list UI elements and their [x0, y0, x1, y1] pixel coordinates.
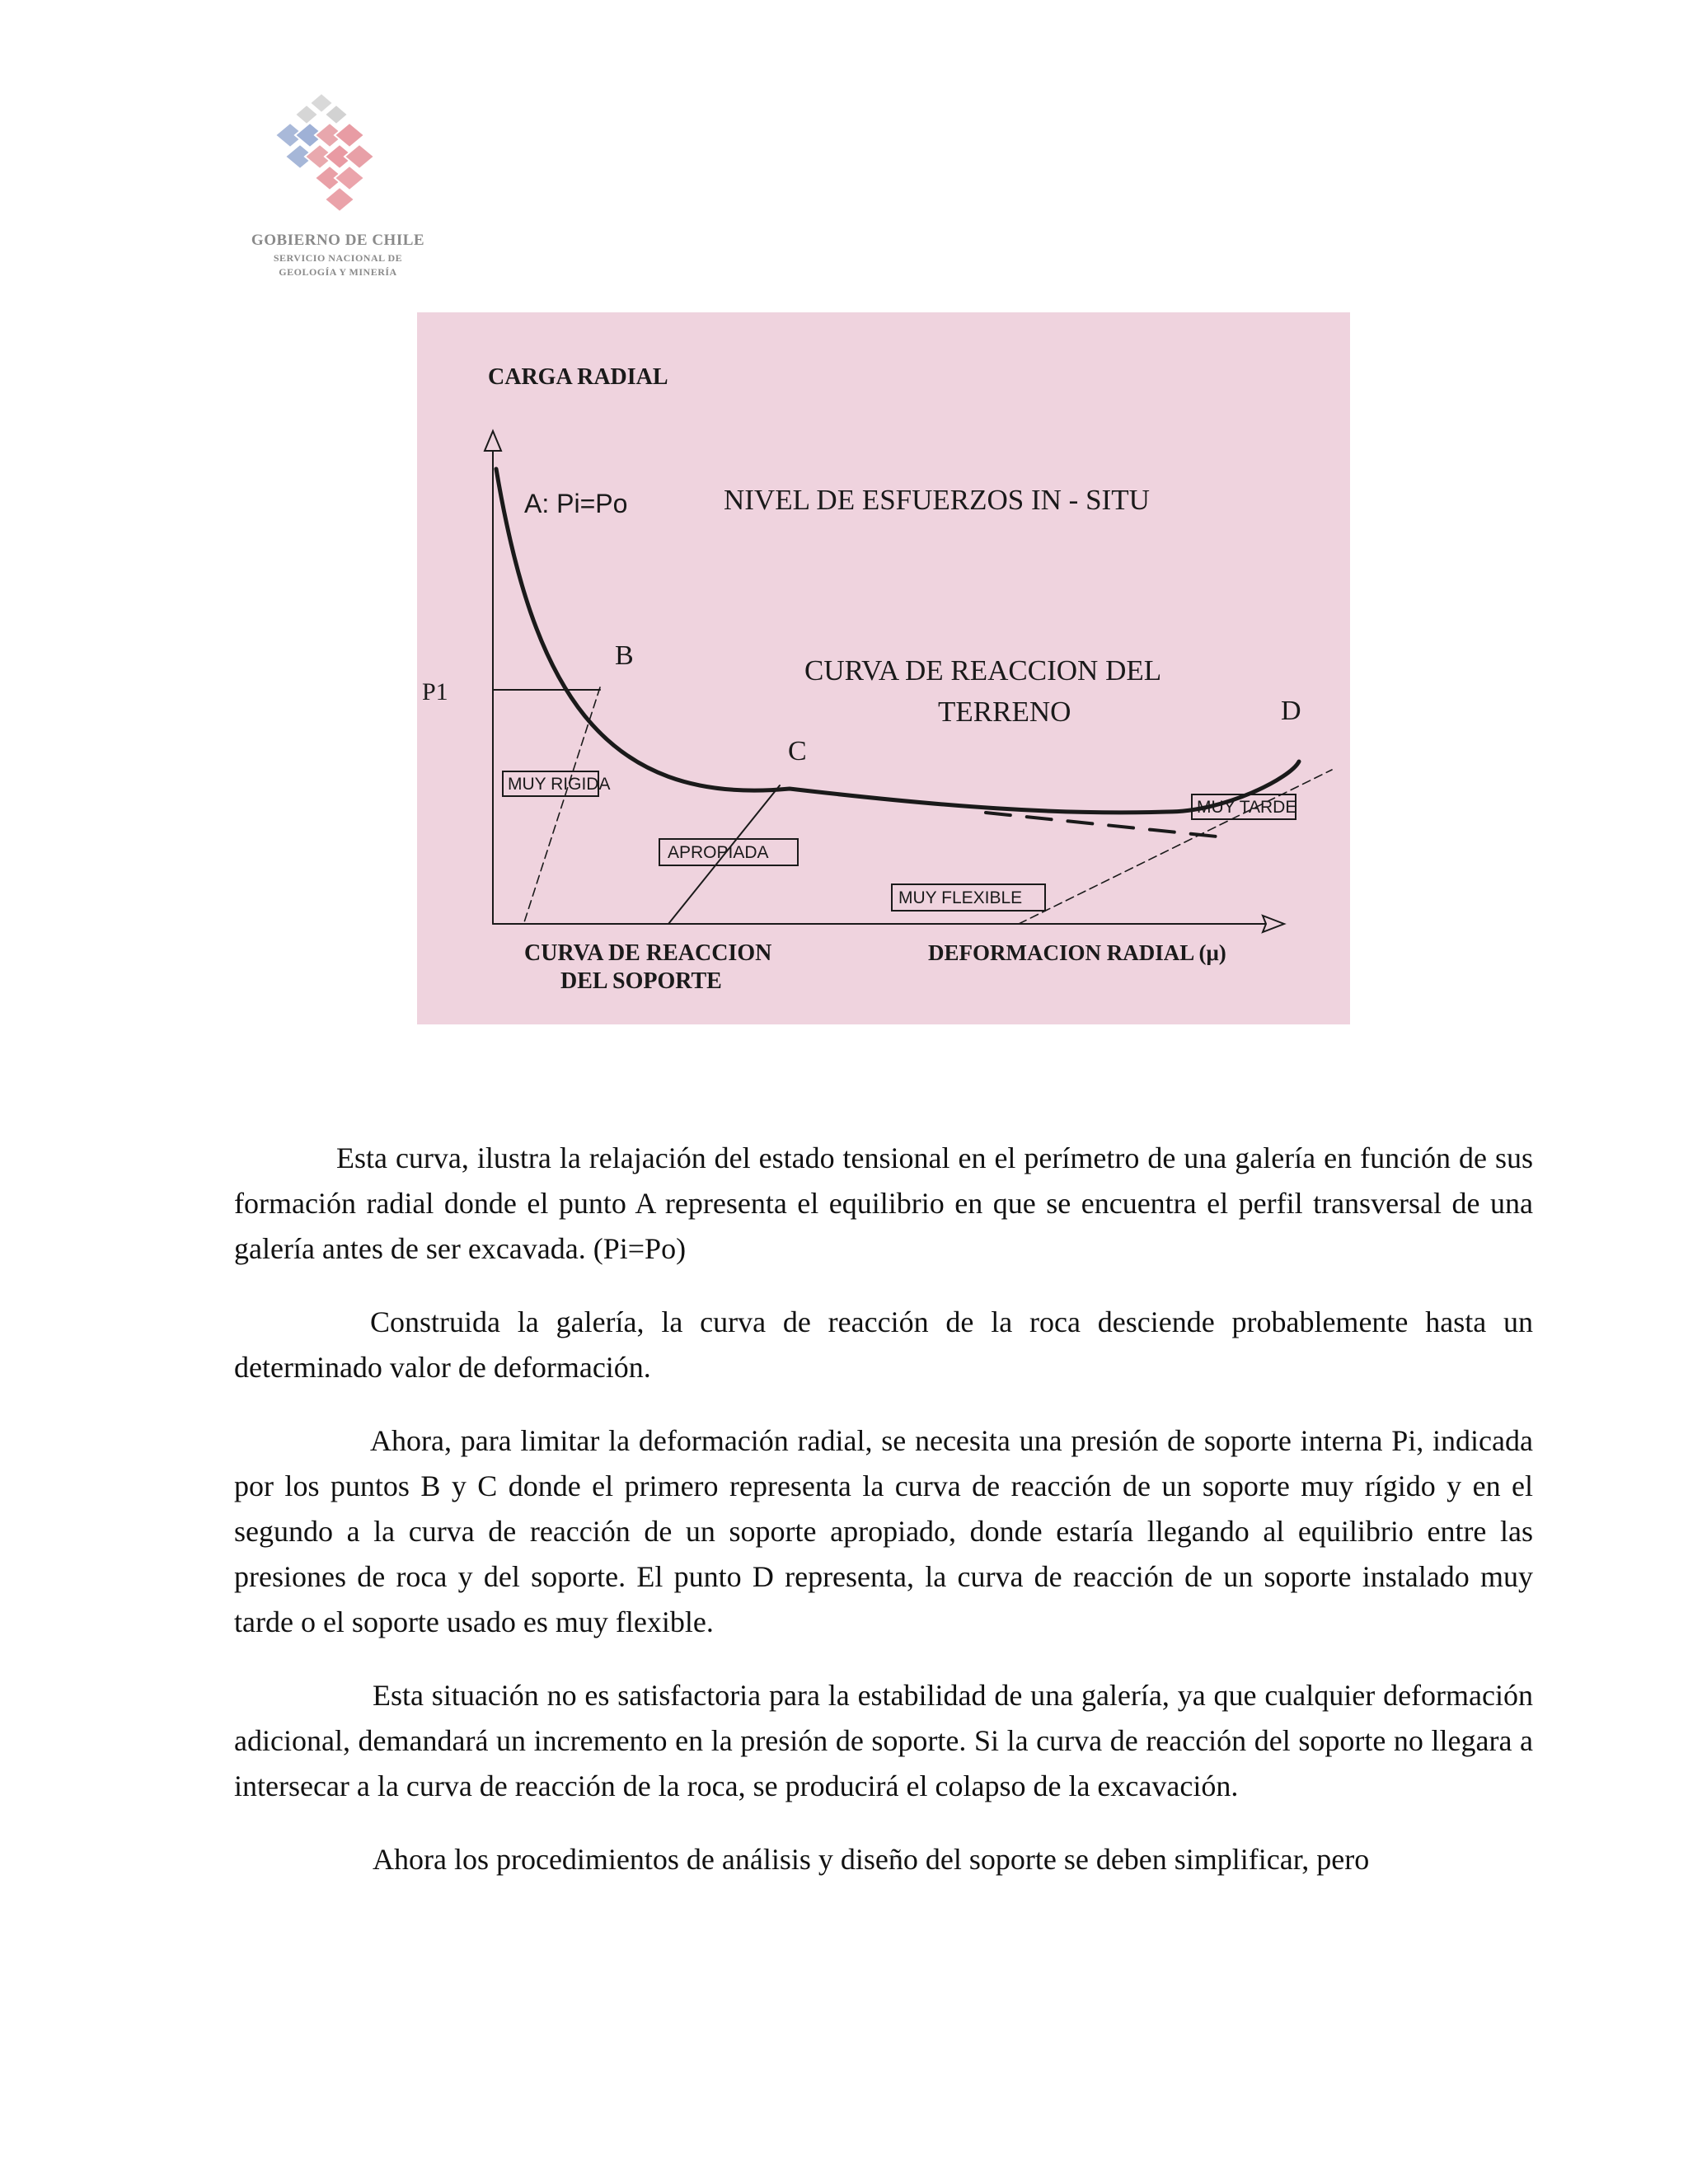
paragraph-3: Ahora, para limitar la deformación radial, se necesita una presión de soporte interna Pi, indicada por los puntos B y C donde el primero representa la curva de reacción de un soporte muy rígido y en el segundo a la curva de reacción de un soporte apropiado, donde estaría llegando al equilibrio entre las presiones de roca y del soporte. El punto D representa, la curva de reacción de un soporte instalado muy tarde o el soporte usado es muy flexible.	[234, 1424, 1533, 1638]
support-curve-label-line1: CURVA DE REACCION	[524, 940, 772, 966]
in-situ-label: NIVEL DE ESFUERZOS IN - SITU	[724, 484, 1150, 516]
paragraph-5: Ahora los procedimientos de análisis y diseño del soporte se deben simplificar, pero	[373, 1843, 1370, 1876]
point-a-label: A: Pi=Po	[524, 489, 628, 518]
paragraph-2: Construida la galería, la curva de reacción de la roca desciende probablemente hasta un determinado valor de deformación.	[234, 1305, 1533, 1384]
government-logo	[231, 87, 445, 284]
x-axis-arrowhead	[1263, 916, 1284, 932]
body-text	[234, 1136, 1533, 1910]
reaction-curve-figure	[417, 312, 1350, 1024]
y-axis-label: CARGA RADIAL	[488, 364, 668, 390]
x-axis-label: DEFORMACION RADIAL (μ)	[928, 940, 1226, 965]
ground-curve-label-line1: CURVA DE REACCION DEL	[804, 654, 1162, 687]
reaction-curve-diagram	[417, 312, 1350, 1024]
logo-emblem-icon	[264, 87, 412, 227]
logo-subtitle-line2: GEOLOGÍA Y MINERÍA	[279, 266, 397, 278]
muy-tarde-label: MUY TARDE	[1197, 798, 1297, 817]
p1-label: P1	[422, 678, 448, 705]
y-axis-arrowhead	[485, 431, 501, 451]
paragraph-4: Esta situación no es satisfactoria para la estabilidad de una galería, ya que cualquier deformación adicional, demandará un incremento en la presión de soporte. Si la curva de reacción del soporte no llegara a intersecar a la curva de reacción de la roca, se producirá el colapso de la excavación.	[234, 1679, 1533, 1802]
muy-flexible-label: MUY FLEXIBLE	[898, 888, 1023, 907]
ground-curve-dashed-extension	[986, 813, 1225, 837]
point-c-label: C	[788, 736, 807, 766]
muy-rigida-label: MUY RIGIDA	[508, 775, 611, 794]
ground-curve-label-line2: TERRENO	[938, 696, 1071, 728]
point-d-label: D	[1281, 696, 1301, 726]
apropiada-label: APROPIADA	[668, 843, 769, 862]
logo-title: GOBIERNO DE CHILE	[251, 232, 425, 249]
paragraph-1: Esta curva, ilustra la relajación del estado tensional en el perímetro de una galería en función de sus formación radial donde el punto A representa el equilibrio en que se encuentra el perfil transversal de una galería antes de ser excavada. (Pi=Po)	[234, 1141, 1533, 1265]
support-line-flexible	[1019, 770, 1332, 924]
point-b-label: B	[615, 640, 634, 671]
support-curve-label-line2: DEL SOPORTE	[560, 968, 722, 994]
logo-subtitle-line1: SERVICIO NACIONAL DE	[273, 252, 403, 264]
